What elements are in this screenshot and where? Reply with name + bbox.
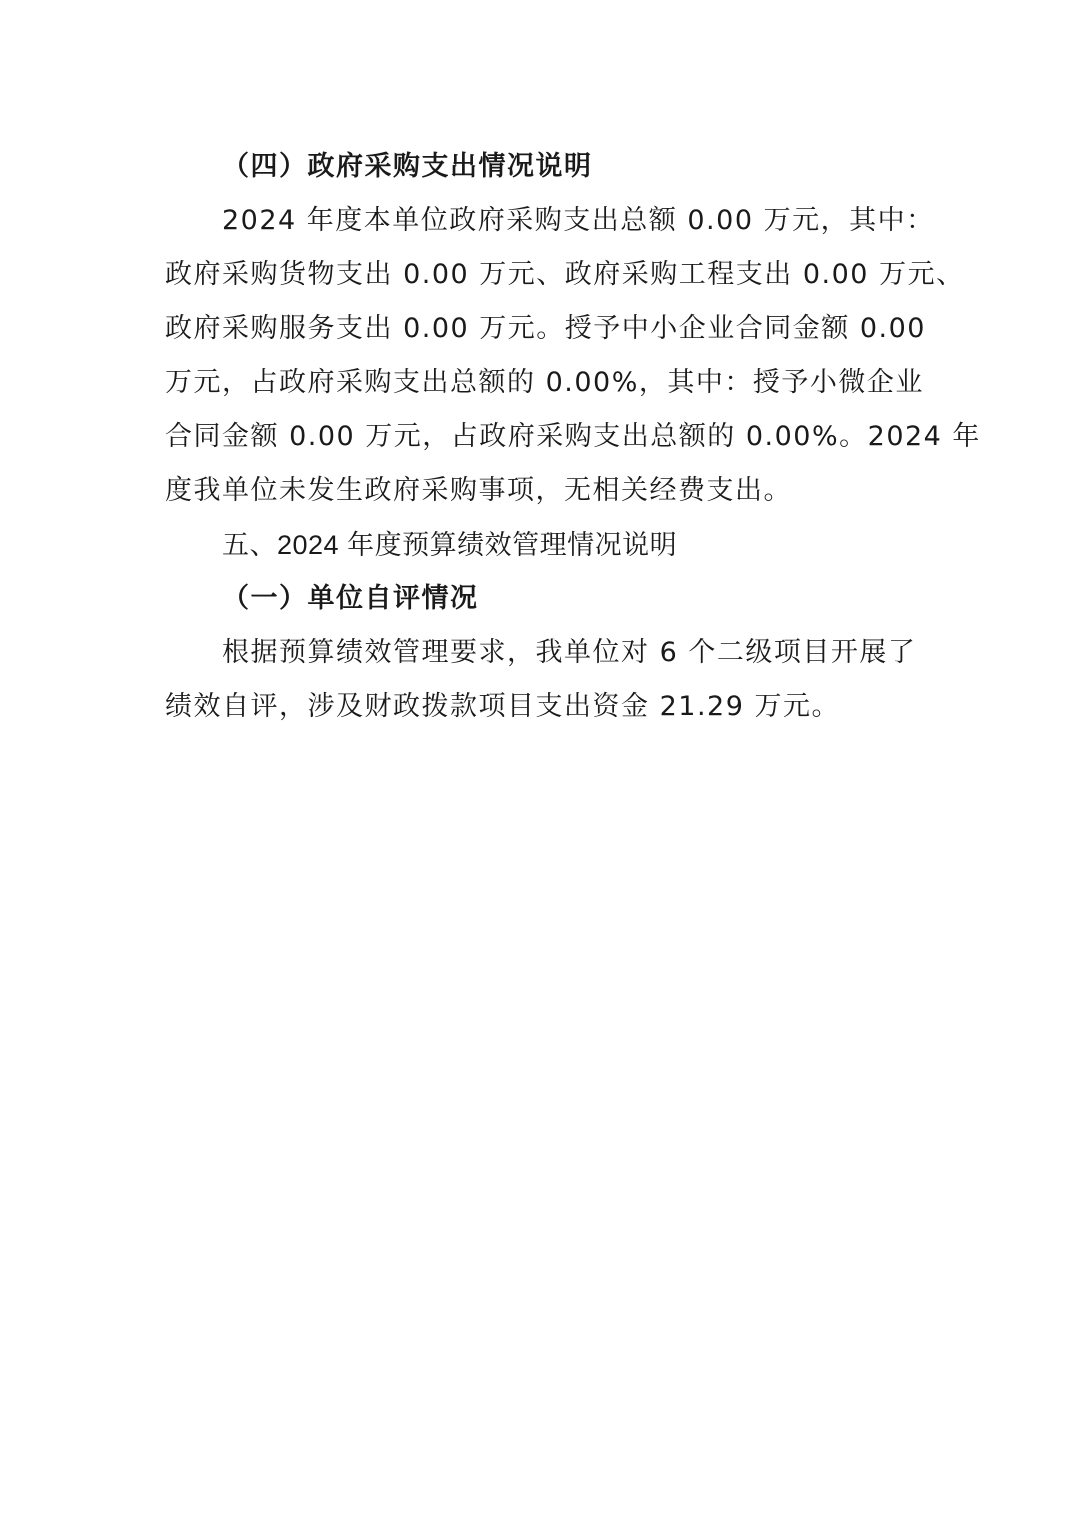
paragraph-procurement [165, 194, 981, 518]
document-body [165, 140, 981, 734]
paragraph-line: 绩效自评，涉及财政拨款项目支出资金 21.29 万元。 [165, 691, 840, 722]
heading-government-procurement: （四）政府采购支出情况说明 [222, 151, 593, 182]
paragraph-line: 根据预算绩效管理要求，我单位对 6 个二级项目开展了 [222, 637, 917, 668]
paragraph-self-evaluation [165, 626, 915, 734]
paragraph-line: 政府采购货物支出 0.00 万元、政府采购工程支出 0.00 万元、 [165, 259, 965, 290]
paragraph-line: 2024 年度本单位政府采购支出总额 0.00 万元，其中： [222, 205, 935, 236]
section-title-performance-management: 五、2024 年度预算绩效管理情况说明 [222, 530, 678, 560]
paragraph-line: 合同金额 0.00 万元，占政府采购支出总额的 0.00%。2024 年 [165, 421, 981, 452]
paragraph-line: 万元，占政府采购支出总额的 0.00%，其中：授予小微企业 [165, 367, 924, 398]
subheading-self-evaluation: （一）单位自评情况 [222, 583, 479, 614]
paragraph-line: 政府采购服务支出 0.00 万元。授予中小企业合同金额 0.00 [165, 313, 926, 344]
paragraph-line: 度我单位未发生政府采购事项，无相关经费支出。 [165, 475, 792, 506]
